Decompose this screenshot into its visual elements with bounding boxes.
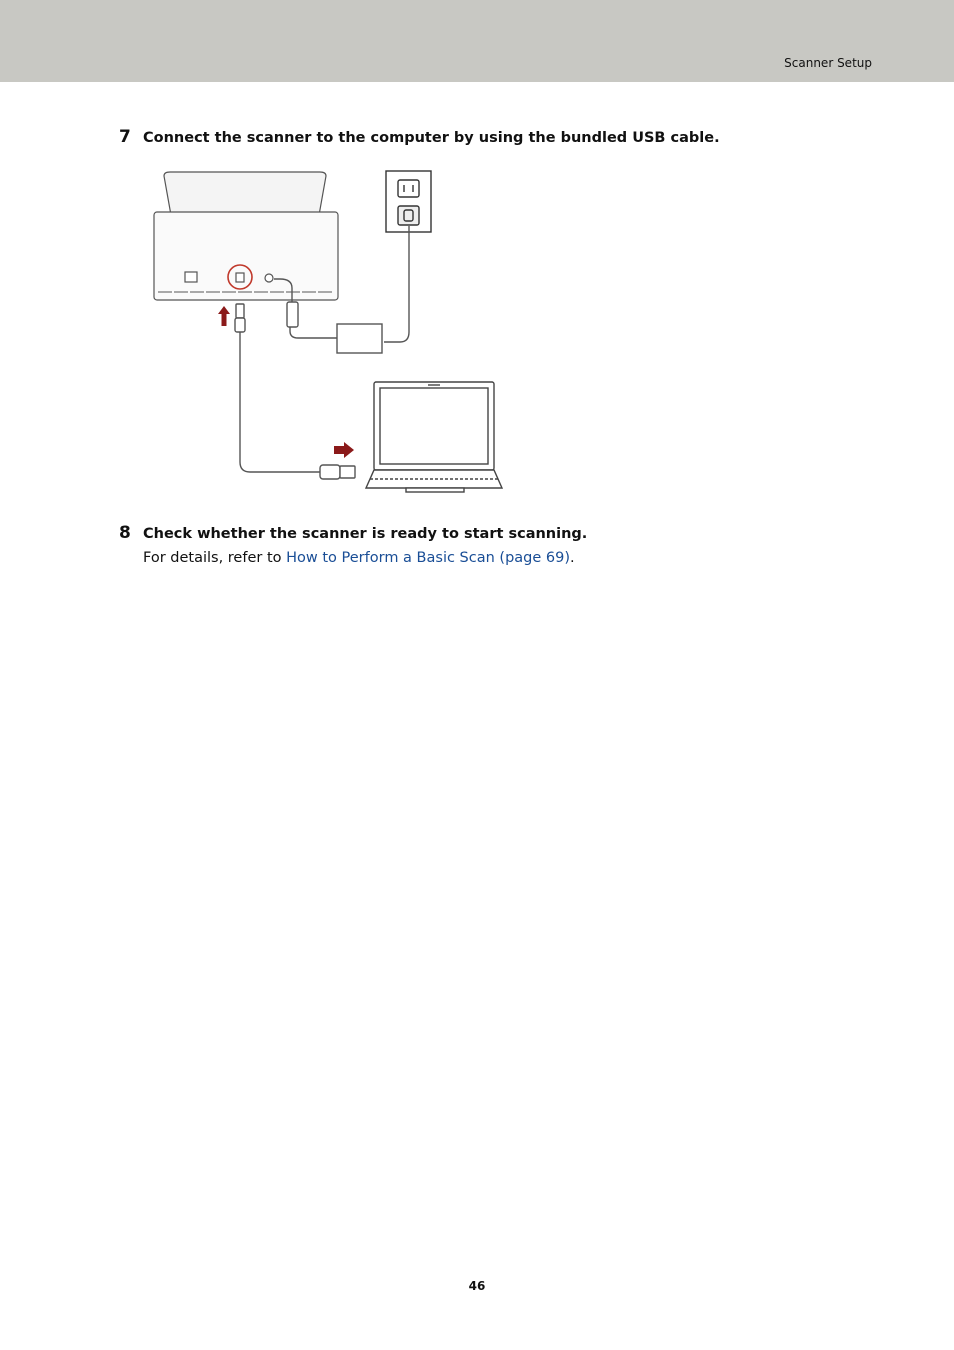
laptop-icon: [366, 382, 502, 492]
scanner-icon: [154, 172, 338, 300]
step-8-body-suffix: .: [570, 550, 575, 566]
header-title: Scanner Setup: [784, 56, 872, 70]
connection-diagram: [148, 166, 508, 498]
step-7-title: Connect the scanner to the computer by using the bundled USB cable.: [143, 130, 720, 146]
step-8-title: Check whether the scanner is ready to start scanning.: [143, 526, 588, 542]
step-8-number: 8: [119, 523, 131, 543]
step-8-body: [143, 550, 575, 566]
page-number: 46: [468, 1279, 486, 1293]
step-7-number: 7: [119, 127, 131, 147]
basic-scan-link[interactable]: How to Perform a Basic Scan (page 69): [286, 550, 571, 566]
power-outlet-icon: [386, 171, 431, 232]
page-header: [0, 0, 954, 82]
step-8-body-prefix: For details, refer to: [143, 550, 287, 566]
arrow-right-icon: [334, 442, 354, 458]
connection-diagram-svg: [148, 166, 508, 498]
arrow-up-icon: [218, 306, 230, 326]
